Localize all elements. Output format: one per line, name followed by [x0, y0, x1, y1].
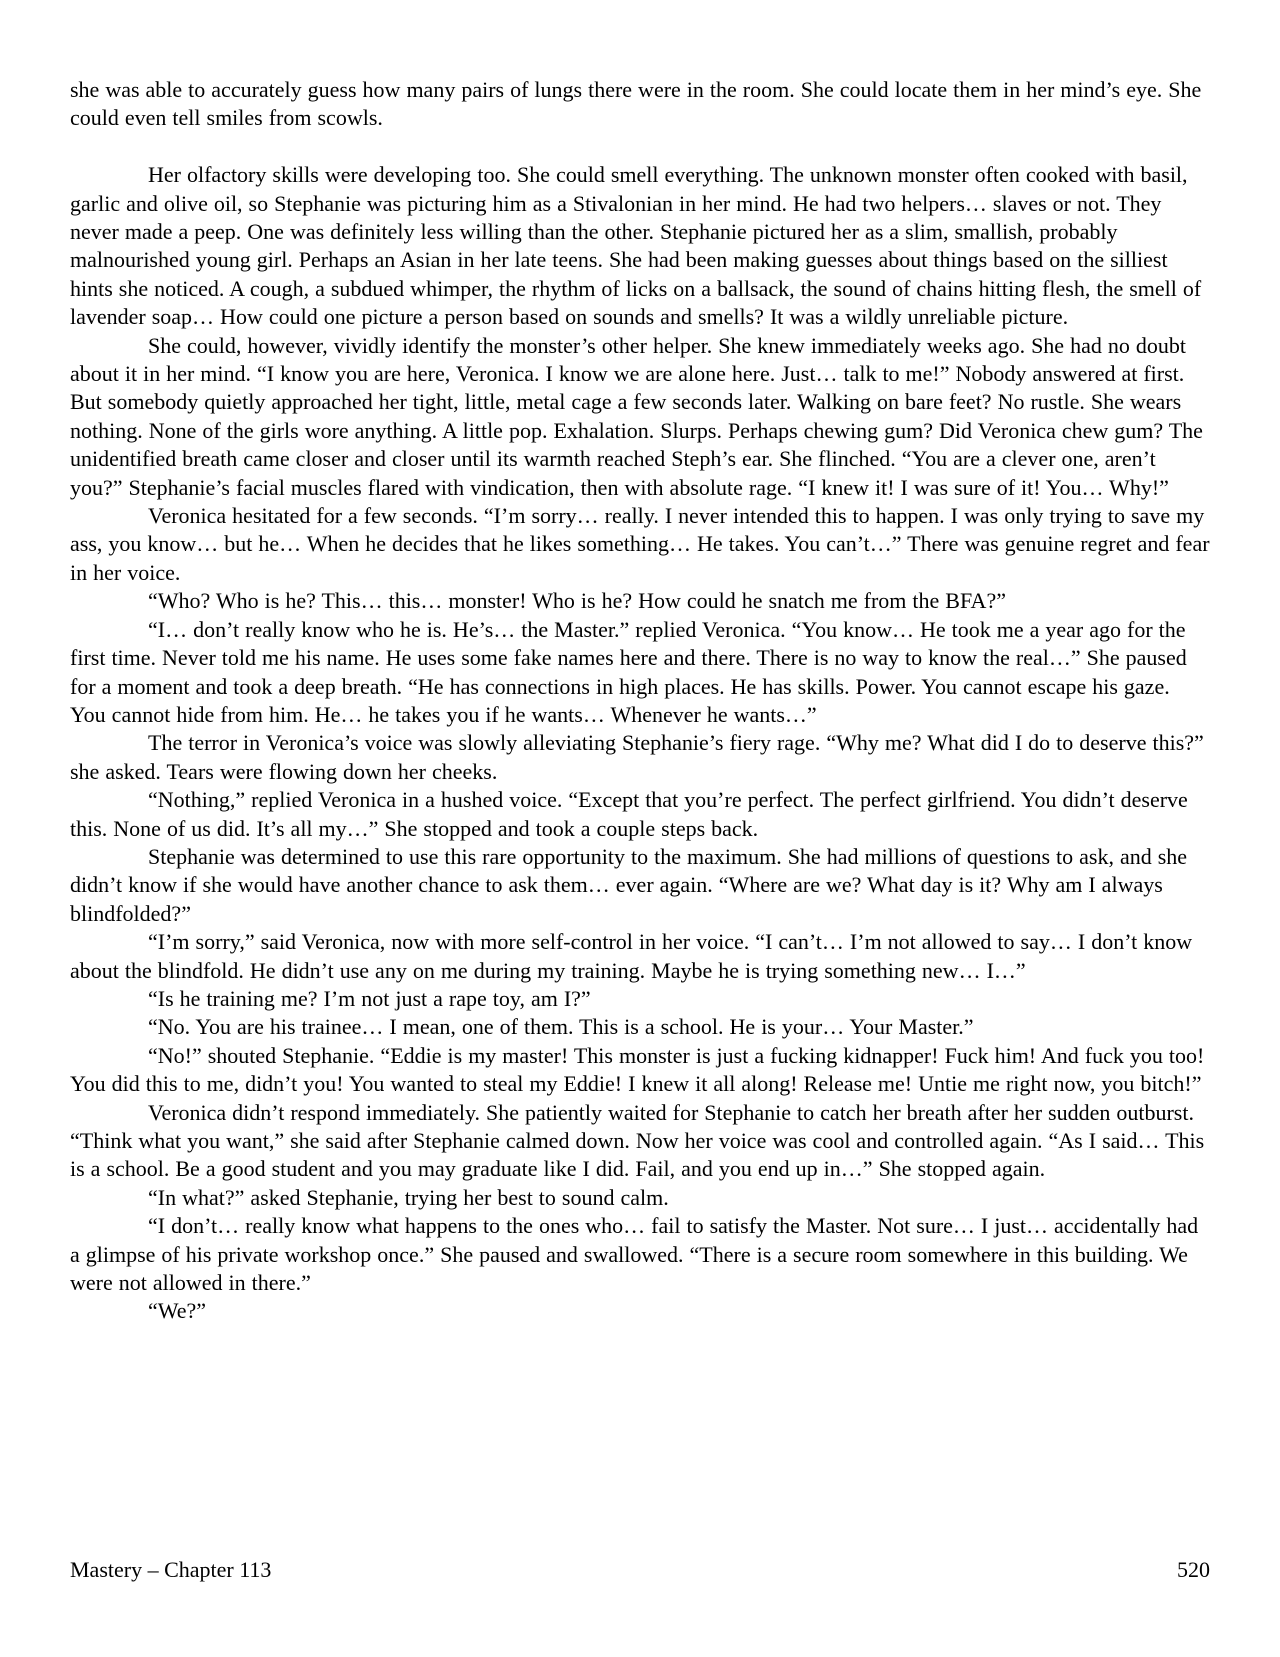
story-paragraph: “I’m sorry,” said Veronica, now with more self-control in her voice. “I can’t… I’m not allowed to say… I don’t know about the blindfold. He didn’t use any on me during my training. Maybe he is trying something new… I…”	[70, 929, 1193, 983]
story-paragraph: The terror in Veronica’s voice was slowly alleviating Stephanie’s fiery rage. “Why me? What did I do to deserve this?” she asked. Tears were flowing down her cheeks.	[70, 730, 1204, 784]
story-paragraph: She could, however, vividly identify the monster’s other helper. She knew immediately weeks ago. She had no doubt about it in her mind. “I know you are here, Veronica. I know we are alone here. Just… talk to me!” Nobody answered at first. But somebody quietly approached her tight, little, metal cage a few seconds later. Walking on bare feet? No rustle. She wears nothing. None of the girls wore anything. A little pop. Exhalation. Slurps. Perhaps chewing gum? Did Veronica chew gum? The unidentified breath came closer and closer until its warmth reached Steph’s ear. She flinched. “You are a clever one, aren’t you?” Stephanie’s facial muscles flared with vindication, then with absolute rage. “I knew it! I was sure of it! You… Why!”	[70, 332, 1203, 500]
story-text-block	[70, 76, 1210, 1326]
story-paragraph: “We?”	[148, 1298, 207, 1324]
story-paragraph: “I don’t… really know what happens to the ones who… fail to satisfy the Master. Not sure… I just… accidentally had a glimpse of his private workshop once.” She paused and swallowed. “There is a secure room somewhere in this building. We were not allowed in there.”	[70, 1213, 1199, 1296]
story-paragraph: “Is he training me? I’m not just a rape toy, am I?”	[148, 985, 591, 1011]
footer-page-number: 520	[1177, 1557, 1210, 1582]
story-paragraph: she was able to accurately guess how many pairs of lungs there were in the room. She could locate them in her mind’s eye. She could even tell smiles from scowls.	[70, 77, 1202, 131]
story-paragraph: Veronica hesitated for a few seconds. “I’m sorry… really. I never intended this to happen. I was only trying to save my ass, you know… but he… When he decides that he likes something… He takes. You can’t…” There was genuine regret and fear in her voice.	[70, 503, 1210, 585]
story-paragraph: “I… don’t really know who he is. He’s… the Master.” replied Veronica. “You know… He took me a year ago for the first time. Never told me his name. He uses some fake names here and there. There is no way to know the real…” She paused for a moment and took a deep breath. “He has connections in high places. He has skills. Power. You cannot escape his gaze. You cannot hide from him. He… he takes you if he wants… Whenever he wants…”	[70, 616, 1187, 727]
story-paragraph: “No. You are his trainee… I mean, one of them. This is a school. He is your… Your Master.”	[148, 1014, 974, 1040]
page-footer	[70, 1556, 1210, 1584]
story-paragraph: “No!” shouted Stephanie. “Eddie is my master! This monster is just a fucking kidnapper! Fuck him! And fuck you too! You did this to me, didn’t you! You wanted to steal my Eddie! I knew it all along! Release me! Untie me right now, you bitch!”	[70, 1042, 1205, 1097]
story-paragraph: Stephanie was determined to use this rare opportunity to the maximum. She had millions of questions to ask, and she didn’t know if she would have another chance to ask them… ever again. “Where are we? What day is it? Why am I always blindfolded?”	[70, 843, 1188, 926]
story-paragraph: “In what?” asked Stephanie, trying her best to sound calm.	[148, 1184, 669, 1210]
footer-book-title: Mastery – Chapter 113	[70, 1557, 272, 1582]
story-paragraph: “Who? Who is he? This… this… monster! Who is he? How could he snatch me from the BFA?”	[148, 588, 1006, 614]
story-paragraph: Her olfactory skills were developing too. She could smell everything. The unknown monster often cooked with basil, garlic and olive oil, so Stephanie was picturing him as a Stivalonian in her mind. He had two helpers… slaves or not. They never made a peep. One was definitely less willing than the other. Stephanie pictured her as a slim, smallish, probably malnourished young girl. Perhaps an Asian in her late teens. She had been making guesses about things based on the silliest hints she noticed. A cough, a subdued whimper, the rhythm of licks on a ballsack, the sound of chains hitting flesh, the smell of lavender soap… How could one picture a person based on sounds and smells? It was a wildly unreliable picture.	[70, 162, 1202, 330]
story-paragraph: Veronica didn’t respond immediately. She patiently waited for Stephanie to catch her breath after her sudden outburst. “Think what you want,” she said after Stephanie calmed down. Now her voice was cool and controlled again. “As I said… This is a school. Be a good student and you may graduate like I did. Fail, and you end up in…” She stopped again.	[70, 1099, 1205, 1182]
story-paragraph: “Nothing,” replied Veronica in a hushed voice. “Except that you’re perfect. The perfect girlfriend. You didn’t deserve this. None of us did. It’s all my…” She stopped and took a couple steps back.	[70, 787, 1188, 841]
